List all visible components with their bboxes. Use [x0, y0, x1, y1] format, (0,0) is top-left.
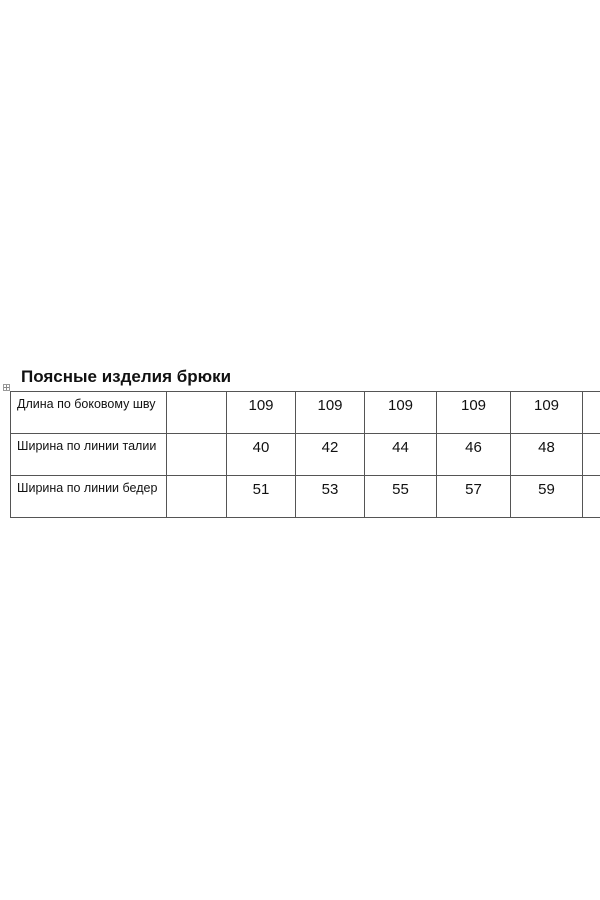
size-value: 46	[437, 434, 511, 476]
size-value: 109	[437, 392, 511, 434]
size-table	[10, 391, 600, 518]
empty-cell	[583, 434, 600, 476]
row-label: Ширина по линии бедер	[11, 476, 167, 518]
size-value: 59	[511, 476, 583, 518]
table-move-handle-icon[interactable]	[3, 384, 10, 391]
empty-cell	[583, 476, 600, 518]
table-row	[11, 434, 600, 476]
size-value: 109	[365, 392, 437, 434]
size-value: 40	[227, 434, 296, 476]
empty-cell	[583, 392, 600, 434]
size-value: 51	[227, 476, 296, 518]
row-label: Длина по боковому шву	[11, 392, 167, 434]
empty-cell	[167, 434, 227, 476]
row-label: Ширина по линии талии	[11, 434, 167, 476]
size-value: 42	[296, 434, 365, 476]
size-value: 109	[296, 392, 365, 434]
document-title: Поясные изделия брюки	[21, 367, 232, 386]
table-row	[11, 392, 600, 434]
size-value: 48	[511, 434, 583, 476]
size-value: 55	[365, 476, 437, 518]
size-value: 109	[511, 392, 583, 434]
empty-cell	[167, 392, 227, 434]
size-value: 57	[437, 476, 511, 518]
size-value: 109	[227, 392, 296, 434]
size-value: 53	[296, 476, 365, 518]
empty-cell	[167, 476, 227, 518]
table-row	[11, 476, 600, 518]
size-value: 44	[365, 434, 437, 476]
